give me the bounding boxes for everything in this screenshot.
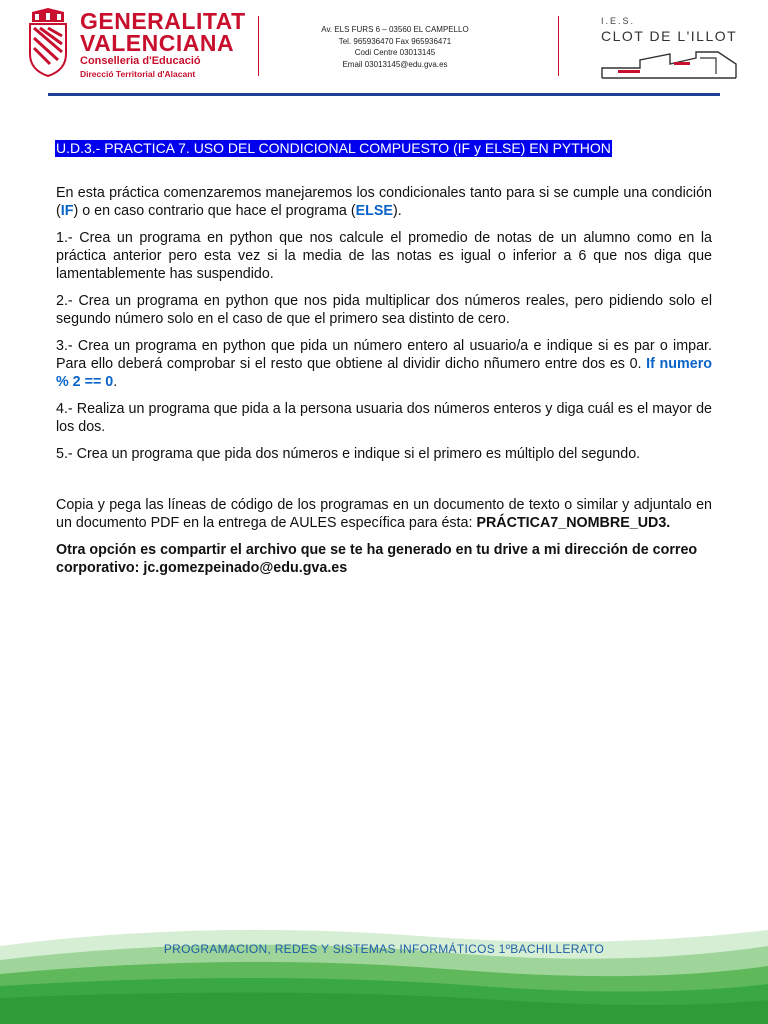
header-rule — [48, 93, 720, 96]
contact-code: Codi Centre 03013145 — [354, 48, 436, 57]
intro-text-3: ). — [392, 203, 402, 219]
org-name-line1: GENERALITAT — [80, 8, 246, 34]
submission-instructions — [56, 496, 712, 532]
letterhead — [0, 0, 768, 92]
else-keyword: ELSE — [355, 203, 393, 219]
org-name — [80, 10, 246, 54]
exercise-4: 4.- Realiza un programa que pida a la persona usuaria dos números enteros y diga cuál es el mayor de los dos. — [56, 401, 712, 435]
contact-address: Av. ELS FURS 6 – 03560 EL CAMPELLO — [321, 25, 469, 34]
school-contact — [300, 24, 490, 70]
intro-paragraph — [56, 184, 712, 220]
org-name-line2: VALENCIANA — [80, 30, 235, 56]
header-divider-right — [558, 16, 559, 76]
generalitat-crest-icon — [26, 8, 70, 78]
intro-text-2: ) o en caso contrario que hace el programa ( — [73, 203, 356, 219]
exercise-5: 5.- Crea un programa que pida dos números e indique si el primero es múltiplo del segundo. — [56, 446, 641, 462]
share-option-note: Otra opción es compartir el archivo que se te ha generado en tu drive a mi dirección de correo corporativo: jc.gomezpeinado@edu.gva.es — [56, 542, 698, 576]
contact-email: Email 03013145@edu.gva.es — [342, 59, 448, 69]
school-building-logo-icon — [600, 50, 738, 80]
org-directorate: Direcció Territorial d'Alacant — [80, 69, 196, 79]
modulo-code-snippet: If numero % 2 == 0 — [56, 356, 712, 390]
intro-text-1: En esta práctica comenzaremos manejaremos los condicionales tanto para si se cumple una condición ( — [56, 185, 712, 219]
org-department: Conselleria d'Educació — [80, 55, 201, 67]
exercise-1: 1.- Crea un programa en python que nos calcule el promedio de notas de un alumno como en la práctica anterior pero esta vez si la media de las notas es igual o inferior a 6 que nos diga que lamentablemente has suspendido. — [56, 230, 712, 282]
exercise-3-end: . — [113, 374, 118, 390]
school-type: I.E.S. — [601, 16, 636, 26]
submission-text: Copia y pega las líneas de código de los programas en un documento de texto o similar y adjuntalo en un documento PDF en la entrega de AULES específica para ésta: — [56, 497, 712, 531]
if-keyword: IF — [60, 203, 74, 219]
contact-phone: Tel. 965936470 Fax 965936471 — [338, 36, 452, 46]
submission-filename: PRÁCTICA7_NOMBRE_UD3. — [476, 515, 671, 531]
school-name: CLOT DE L'ILLOT — [601, 28, 738, 44]
footer-green-wave — [0, 900, 768, 1024]
footer-course-title: PROGRAMACION, REDES Y SISTEMAS INFORMÁTICOS 1ºBACHILLERATO — [163, 942, 605, 956]
exercise-3 — [56, 337, 712, 391]
header-divider-left — [258, 16, 259, 76]
practice-heading: U.D.3.- PRACTICA 7. USO DEL CONDICIONAL COMPUESTO (IF y ELSE) EN PYTHON — [56, 140, 611, 156]
document-body — [56, 140, 712, 577]
exercise-2: 2.- Crea un programa en python que nos pida multiplicar dos números reales, pero pidiendo solo el segundo número solo en el caso de que el primero sea distinto de cero. — [56, 293, 712, 327]
exercise-3-text: 3.- Crea un programa en python que pida un número entero al usuario/a e indique si es par o impar. Para ello deberá comprobar si el resto que obtiene al dividir dicho nñumero entre dos es 0. — [56, 338, 712, 372]
